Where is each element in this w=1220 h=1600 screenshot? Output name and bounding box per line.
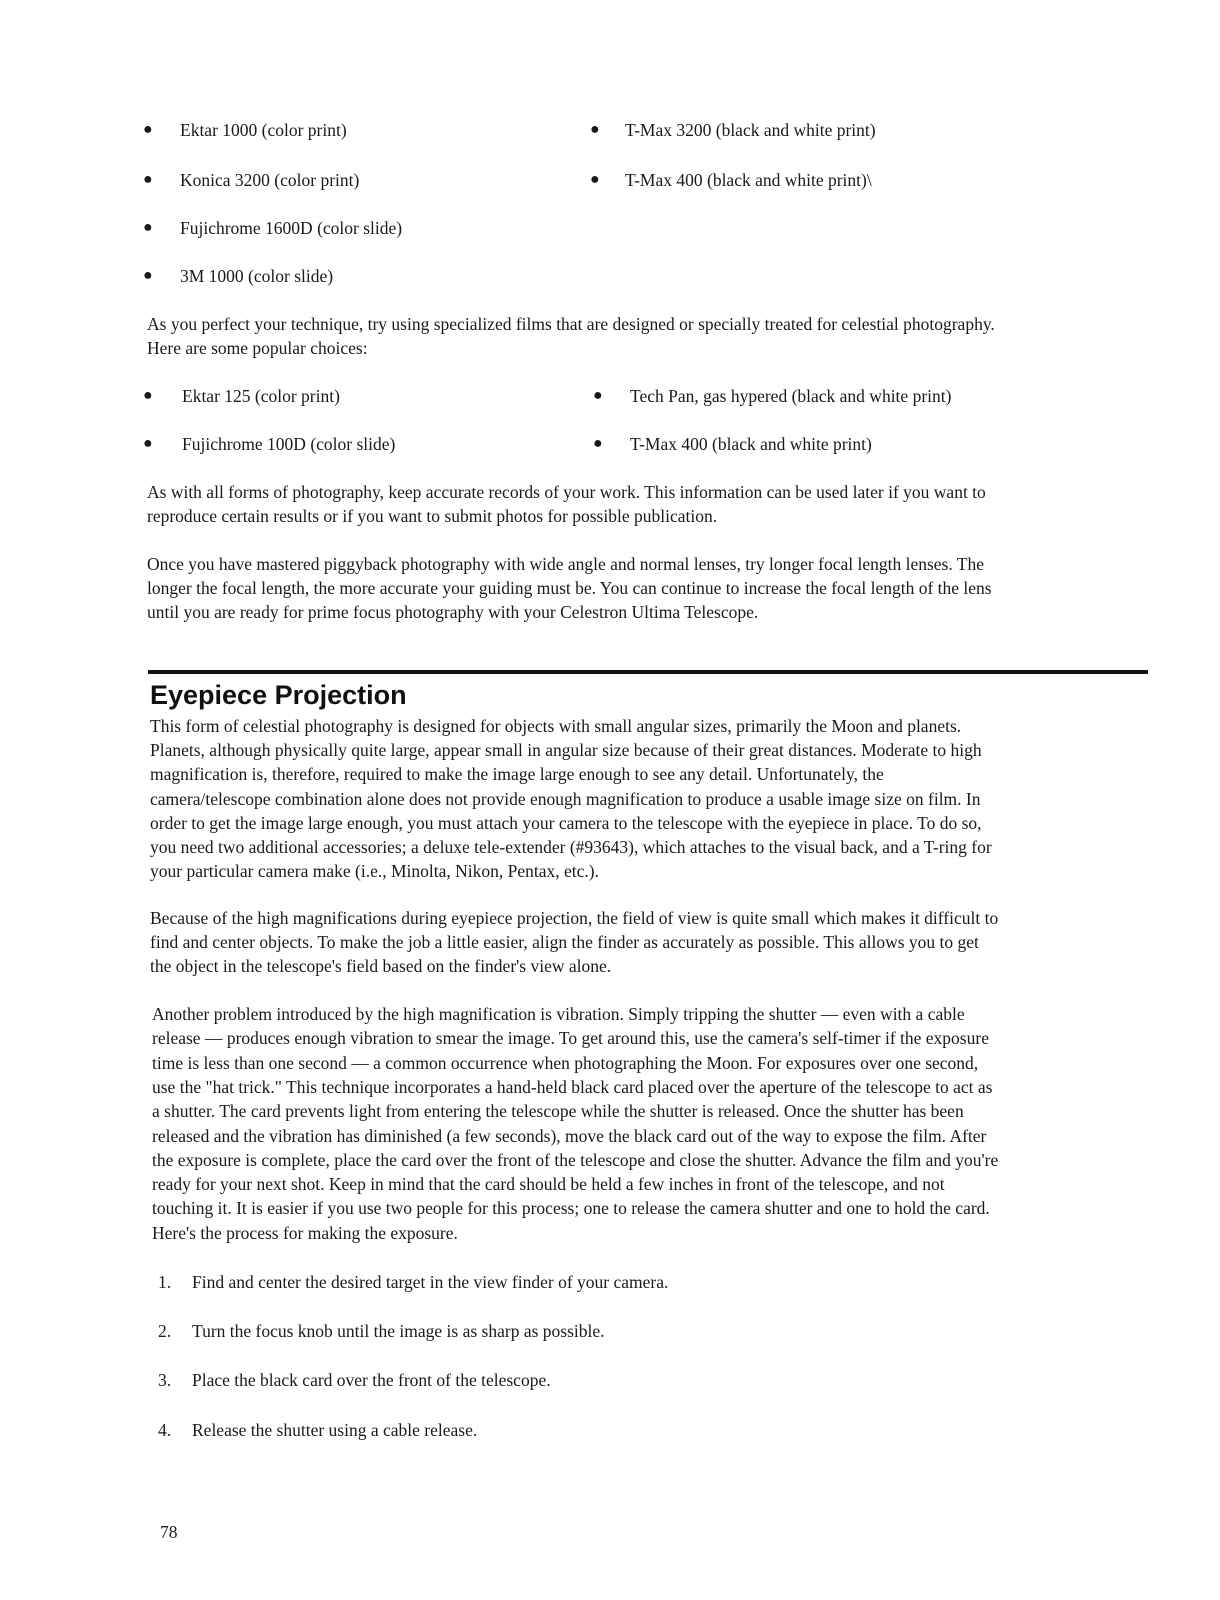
paragraph-line: Another problem introduced by the high magnification is vibration. Simply tripping the shutter — even with a cable — [152, 1004, 965, 1024]
list-item: T-Max 3200 (black and white print) — [625, 120, 876, 140]
paragraph-line: your particular camera make (i.e., Minolta, Nikon, Pentax, etc.). — [150, 861, 600, 882]
paragraph-line: camera/telescope combination alone does not provide enough magnification to produce a usable image size on film. In — [150, 788, 981, 809]
step-number: 3. — [158, 1370, 172, 1390]
paragraph-line: ready for your next shot. Keep in mind that the card should be held a few inches in front of the telescope, and not — [152, 1174, 945, 1195]
list-item: Ektar 1000 (color print) — [180, 120, 347, 140]
paragraph-line: Here's the process for making the exposure. — [152, 1222, 458, 1243]
paragraph-line: time is less than one second — a common occurrence when photographing the Moon. For exposures over one second, — [152, 1052, 979, 1073]
paragraph-line: until you are ready for prime focus photography with your Celestron Ultima Telescope. — [147, 602, 759, 622]
paragraph-line: you need two additional accessories; a deluxe tele-extender (#93643), which attaches to the visual back, and a T-ring for — [150, 837, 992, 857]
paragraph-line: Because of the high magnifications during eyepiece projection, the field of view is quite small which makes it difficult to — [150, 908, 999, 928]
step-number: 4. — [158, 1420, 172, 1440]
step-text: Find and center the desired target in the view finder of your camera. — [192, 1272, 669, 1292]
bullet-icon: ● — [593, 387, 603, 404]
paragraph-line: the object in the telescope's field based on the finder's view alone. — [150, 956, 612, 977]
list-item: Fujichrome 100D (color slide) — [182, 434, 396, 454]
bullet-icon: ● — [143, 267, 153, 284]
paragraph-line: release — produces enough vibration to smear the image. To get around this, use the camera's self-timer if the exposure — [152, 1028, 989, 1049]
paragraph-line: longer the focal length, the more accurate your guiding must be. You can continue to increase the focal length of the lens — [147, 578, 992, 598]
bullet-icon: ● — [143, 121, 153, 138]
paragraph-line: Once you have mastered piggyback photography with wide angle and normal lenses, try longer focal length lenses. The — [147, 554, 985, 574]
bullet-icon: ● — [590, 121, 600, 138]
bullet-icon: ● — [143, 387, 153, 404]
paragraph-line: find and center objects. To make the job a little easier, align the finder as accurately as possible. This allows you to get — [150, 932, 979, 953]
bullet-icon: ● — [143, 219, 153, 236]
paragraph-line: As you perfect your technique, try using specialized films that are designed or specially treated for celestial photography. — [147, 314, 995, 334]
list-item: Ektar 125 (color print) — [182, 386, 340, 406]
step-number: 1. — [158, 1272, 172, 1292]
list-item: 3M 1000 (color slide) — [180, 266, 334, 286]
step-number: 2. — [158, 1321, 172, 1341]
paragraph-line: As with all forms of photography, keep accurate records of your work. This information can be used later if you want to — [147, 482, 986, 502]
bullet-icon: ● — [590, 171, 600, 188]
step-text: Release the shutter using a cable release. — [192, 1420, 478, 1440]
paragraph-line: order to get the image large enough, you must attach your camera to the telescope with the eyepiece in place. To do so, — [150, 812, 982, 833]
list-item: Konica 3200 (color print) — [180, 170, 360, 190]
bullet-icon: ● — [593, 435, 603, 452]
page-number: 78 — [160, 1522, 178, 1542]
paragraph-line: Here are some popular choices: — [147, 338, 368, 358]
list-item: T-Max 400 (black and white print)\ — [625, 170, 872, 190]
paragraph-line: magnification is, therefore, required to make the image large enough to see any detail. Unfortunately, the — [150, 764, 884, 785]
paragraph-line: Planets, although physically quite large, appear small in angular size because of their great distances. Moderate to high — [150, 740, 982, 761]
bullet-icon: ● — [143, 171, 153, 188]
list-item: Fujichrome 1600D (color slide) — [180, 218, 403, 238]
paragraph-line: the exposure is complete, place the card over the front of the telescope and close the shutter. Advance the film and you're — [152, 1149, 999, 1170]
paragraph-line: touching it. It is easier if you use two people for this process; one to release the camera shutter and one to hold the card. — [152, 1198, 990, 1219]
paragraph-line: reproduce certain results or if you want to submit photos for possible publication. — [147, 506, 718, 526]
step-text: Place the black card over the front of the telescope. — [192, 1370, 551, 1390]
step-text: Turn the focus knob until the image is as sharp as possible. — [192, 1321, 605, 1341]
list-item: T-Max 400 (black and white print) — [630, 434, 872, 454]
paragraph-line: a shutter. The card prevents light from entering the telescope while the shutter is released. Once the shutter has been — [152, 1101, 964, 1122]
paragraph-line: released and the vibration has diminished (a few seconds), move the black card out of the way to expose the film. After — [152, 1125, 987, 1146]
section-heading: Eyepiece Projection — [150, 680, 407, 710]
section-divider — [148, 670, 1148, 674]
list-item: Tech Pan, gas hypered (black and white print) — [630, 386, 952, 406]
paragraph-line: use the "hat trick." This technique incorporates a hand-held black card placed over the aperture of the telescope to act as — [152, 1076, 993, 1097]
paragraph-line: This form of celestial photography is designed for objects with small angular sizes, primarily the Moon and planets. — [150, 716, 962, 736]
bullet-icon: ● — [143, 435, 153, 452]
